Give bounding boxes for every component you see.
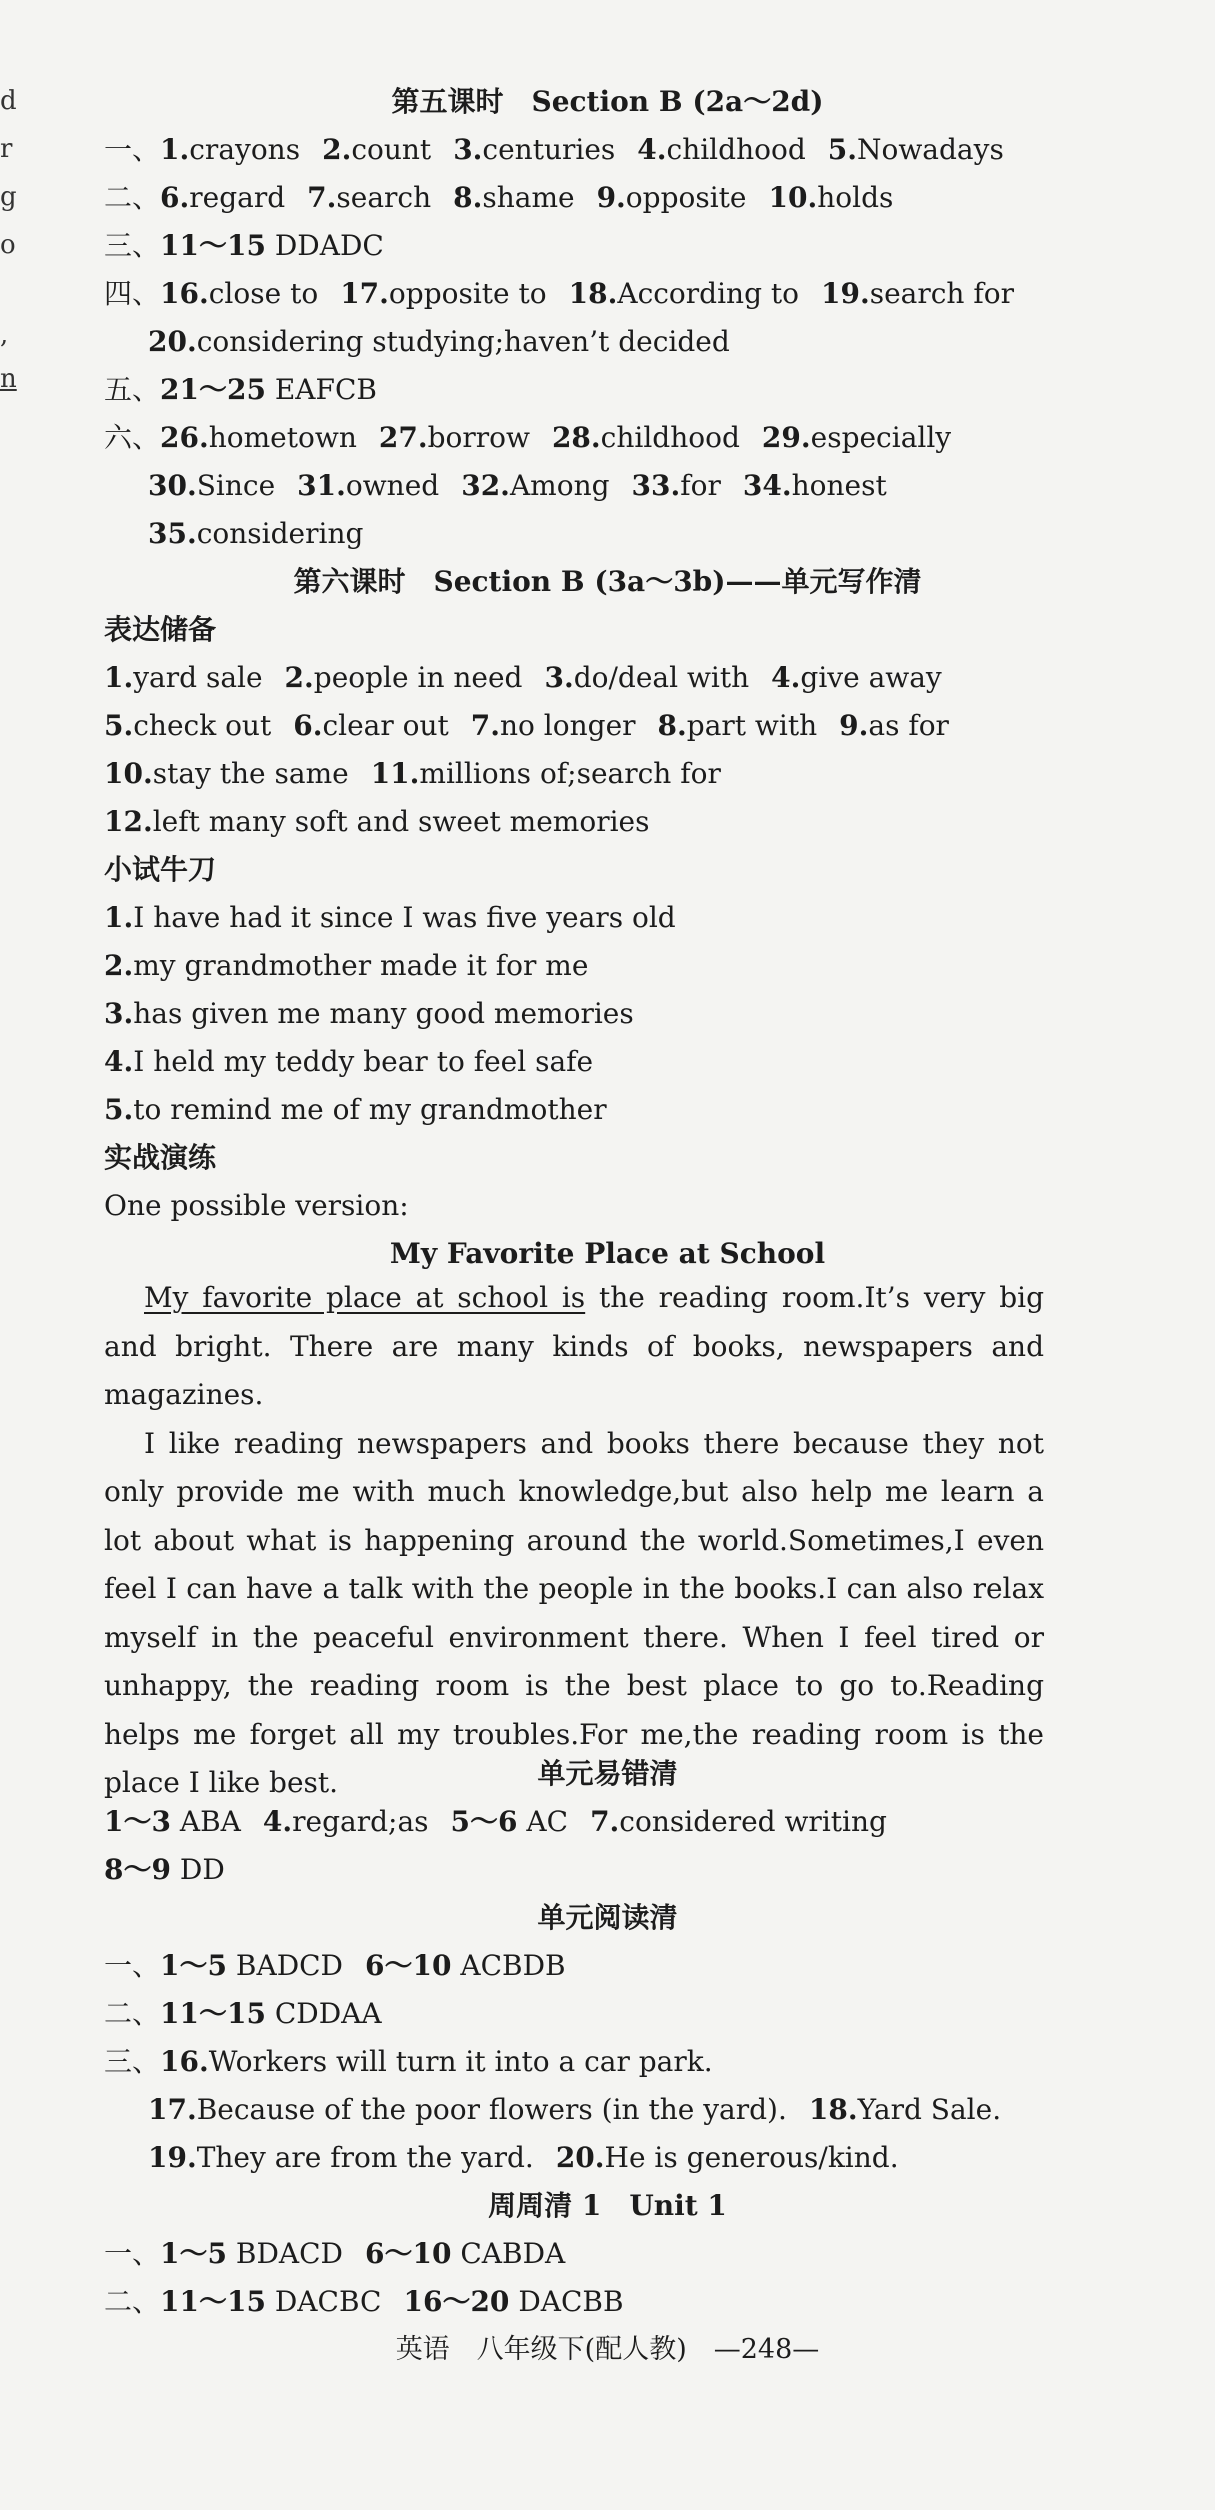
answer-line: 20.considering studying;haven’t decided	[148, 325, 730, 358]
essay-body	[104, 1274, 1044, 1808]
edge-mark: d	[0, 86, 17, 116]
section-title: 第六课时 Section B (3a～3b)——单元写作清	[293, 565, 922, 598]
answer-line: 30.Since 31.owned 32.Among 33.for 34.honest	[148, 469, 887, 502]
answer-line: 5.to remind me of my grandmother	[104, 1093, 607, 1126]
answer-line: 19.They are from the yard. 20.He is generous/kind.	[148, 2141, 899, 2174]
subsection-heading: 实战演练	[104, 1141, 217, 1174]
edge-mark: r	[0, 134, 13, 164]
answer-line: 二、11～15 DACBC 16～20 DACBB	[104, 2285, 624, 2318]
answer-line: 一、1～5 BDACD 6～10 CABDA	[104, 2237, 566, 2270]
answer-line: 2.my grandmother made it for me	[104, 949, 589, 982]
answer-line: 8～9 DD	[104, 1853, 225, 1886]
section-title: 周周清 1 Unit 1	[488, 2189, 727, 2222]
answer-line: 一、1～5 BADCD 6～10 ACBDB	[104, 1949, 566, 1982]
section-title: 单元易错清	[537, 1757, 678, 1790]
answer-line: 一、1.crayons 2.count 3.centuries 4.childhood 5.Nowadays	[104, 133, 1004, 166]
section-title: 单元阅读清	[537, 1901, 678, 1934]
essay-title: My Favorite Place at School	[389, 1237, 826, 1270]
answer-line: 三、16.Workers will turn it into a car park.	[104, 2045, 713, 2078]
answer-line: 1.I have had it since I was five years old	[104, 901, 676, 934]
answer-line: 六、26.hometown 27.borrow 28.childhood 29.especially	[104, 421, 952, 454]
answer-line: 二、6.regard 7.search 8.shame 9.opposite 10.holds	[104, 181, 894, 214]
answer-line: 四、16.close to 17.opposite to 18.According to 19.search for	[104, 277, 1014, 310]
answer-line: 1～3 ABA 4.regard;as 5～6 AC 7.considered writing	[104, 1805, 887, 1838]
section-title: 第五课时 Section B (2a～2d)	[391, 85, 824, 118]
answer-line: 5.check out 6.clear out 7.no longer 8.part with 9.as for	[104, 709, 949, 742]
subsection-heading: 表达储备	[104, 613, 217, 646]
answer-line: 1.yard sale 2.people in need 3.do/deal with 4.give away	[104, 661, 942, 694]
answer-line: 三、11～15 DDADC	[104, 229, 384, 262]
subsection-heading: 小试牛刀	[104, 853, 217, 886]
edge-mark: ,	[0, 320, 9, 350]
answer-line: 10.stay the same 11.millions of;search for	[104, 757, 721, 790]
answer-line: 3.has given me many good memories	[104, 997, 634, 1030]
answer-line: 17.Because of the poor flowers (in the yard). 18.Yard Sale.	[148, 2093, 1002, 2126]
essay-opening-underlined: My favorite place at school is	[144, 1281, 586, 1314]
essay-paragraph: I like reading newspapers and books there because they not only provide me with much knowledge,but also help me learn a lot about what is happening around the world.Sometimes,I even feel I can have a talk with the people in the books.I can also relax myself in the peaceful environment there. When I feel tired or unhappy, the reading room is the best place to go to.Reading helps me forget all my troubles.For me,the reading room is the place I like best.	[104, 1426, 1044, 1799]
answer-line: 4.I held my teddy bear to feel safe	[104, 1045, 594, 1078]
edge-mark: o	[0, 230, 16, 260]
edge-mark: g	[0, 182, 17, 212]
edge-mark: n	[0, 364, 17, 394]
version-label: One possible version:	[104, 1189, 409, 1222]
answer-line: 五、21～25 EAFCB	[104, 373, 377, 406]
page-footer: 英语 八年级下(配人教) —248—	[395, 2334, 820, 2365]
answer-line: 35.considering	[148, 517, 364, 550]
essay-paragraph: My favorite place at school is the reading room.It’s very big and bright. There are many kinds of books, newspapers and magazines.	[104, 1281, 1045, 1411]
answer-line: 二、11～15 CDDAA	[104, 1997, 382, 2030]
answer-line: 12.left many soft and sweet memories	[104, 805, 650, 838]
